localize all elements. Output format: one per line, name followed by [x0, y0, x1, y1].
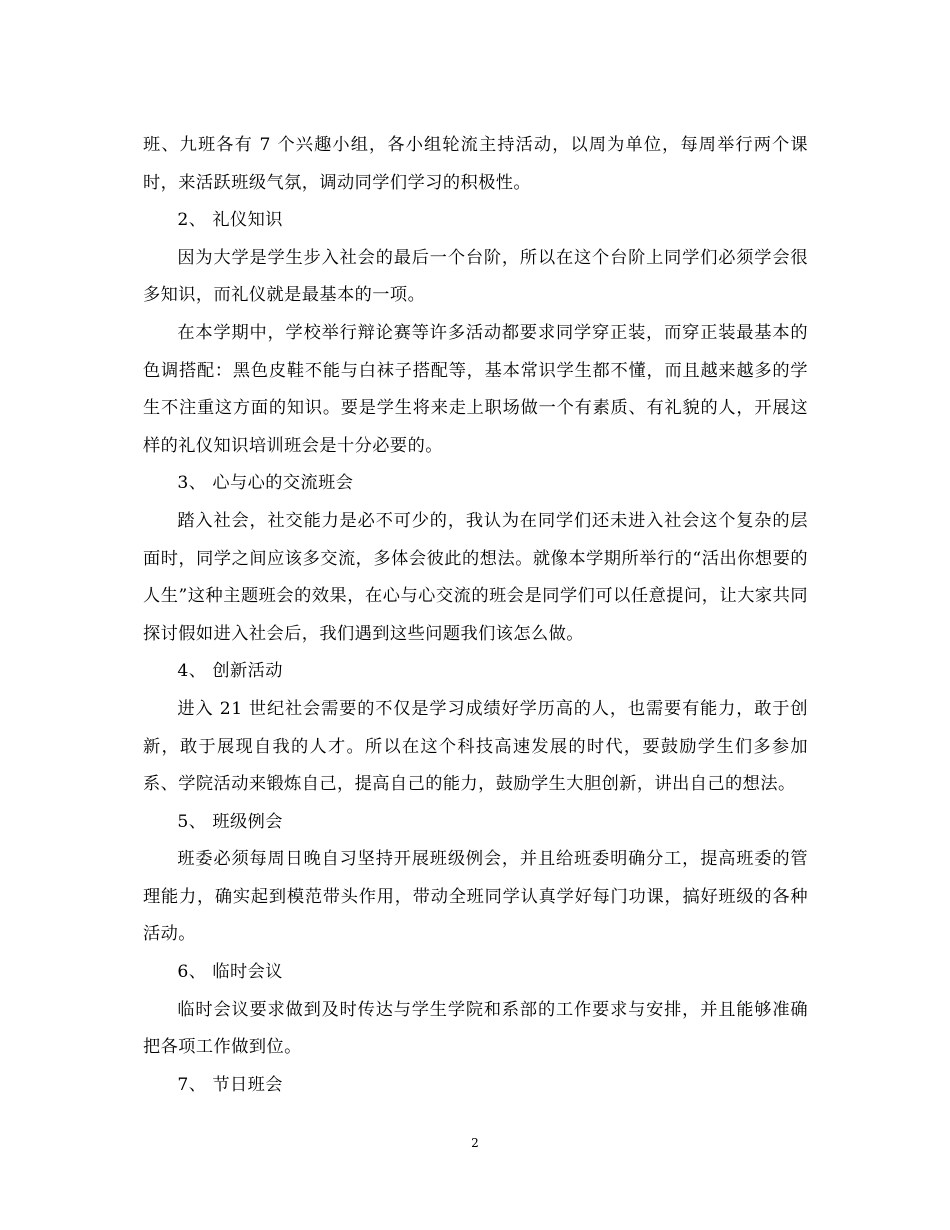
section-heading-innovation: 4、 创新活动 [177, 661, 283, 682]
paragraph: 进入 21 世纪社会需要的不仅是学习成绩好学历高的人，也需要有能力，敢于创新，敢于展现自我的人才。所以在这个科技高速发展的时代，要鼓励学生们多参加系、学院活动来锻炼自己，提高自己的能力，鼓励学生大胆创新，讲出自己的想法。 [143, 698, 808, 795]
paragraph: 在本学期中，学校举行辩论赛等许多活动都要求同学穿正装，而穿正装最基本的色调搭配：黑色皮鞋不能与白袜子搭配等，基本常识学生都不懂，而且越来越多的学生不注重这方面的知识。要是学生将来走上职场做一个有素质、有礼貌的人，开展这样的礼仪知识培训班会是十分必要的。 [143, 322, 808, 456]
paragraph-continuation: 班、九班各有 7 个兴趣小组，各小组轮流主持活动，以周为单位，每周举行两个课时，来活跃班级气氛，调动同学们学习的积极性。 [143, 135, 808, 193]
section-heading-etiquette: 2、 礼仪知识 [177, 210, 283, 231]
paragraph: 临时会议要求做到及时传达与学生学院和系部的工作要求与安排，并且能够准确把各项工作做到位。 [143, 999, 808, 1058]
section-heading-holiday-meeting: 7、 节日班会 [177, 1074, 283, 1095]
page-number: 2 [471, 1136, 479, 1150]
document-body [143, 127, 808, 1104]
section-heading-class-meeting: 5、 班级例会 [177, 811, 283, 832]
paragraph: 班委必须每周日晚自习坚持开展班级例会，并且给班委明确分工，提高班委的管理能力，确实起到模范带头作用，带动全班同学认真学好每门功课，搞好班级的各种活动。 [143, 849, 808, 945]
paragraph: 因为大学是学生步入社会的最后一个台阶，所以在这个台阶上同学们必须学会很多知识，而礼仪就是最基本的一项。 [143, 247, 808, 306]
paragraph: 踏入社会，社交能力是必不可少的，我认为在同学们还未进入社会这个复杂的层面时，同学之间应该多交流，多体会彼此的想法。就像本学期所举行的“活出你想要的人生”这种主题班会的效果，在心与心交流的班会是同学们可以任意提问，让大家共同探讨假如进入社会后，我们遇到这些问题我们该怎么做。 [143, 510, 808, 644]
section-heading-temporary-meeting: 6、 临时会议 [177, 962, 283, 983]
section-heading-heart-to-heart: 3、 心与心的交流班会 [177, 473, 354, 494]
